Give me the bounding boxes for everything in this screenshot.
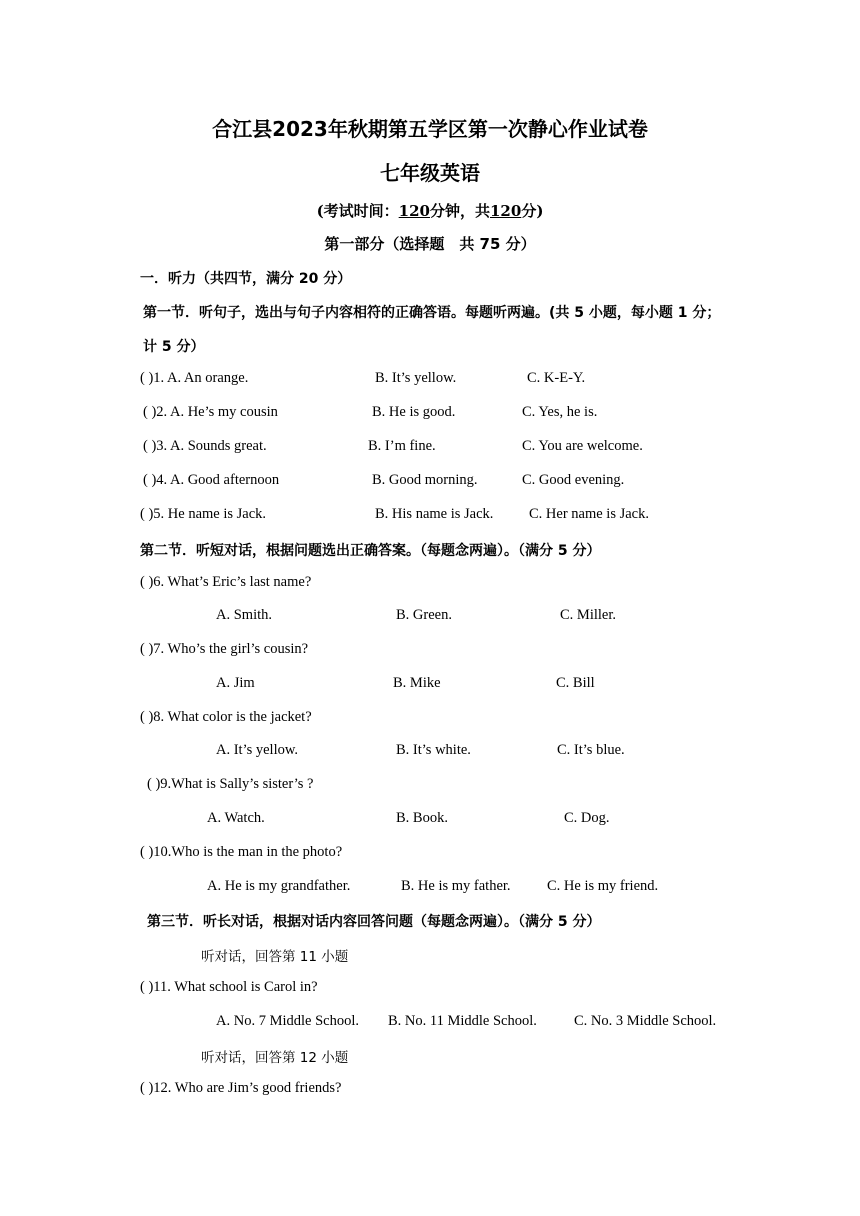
option-c: C. Yes, he is. (522, 404, 598, 420)
time-mid: 分钟，共 (429, 202, 490, 220)
question-stem: ( )4. A. Good afternoon (143, 472, 280, 488)
option-b: B. It’s white. (396, 742, 471, 758)
question-9: ( )9.What is Sally’s sister’s ? (147, 776, 314, 792)
question-6: ( )6. What’s Eric’s last name? (140, 574, 312, 590)
listening-heading: 一．听力（共四节，满分 20 分） (140, 271, 352, 287)
subject-title: 七年级英语 (380, 161, 480, 185)
time-prefix: (考试时间： (316, 202, 399, 220)
option-a: A. It’s yellow. (216, 742, 299, 758)
section1-heading: 第一节．听句子，选出与句子内容相符的正确答语。每题听两遍。(共 5 小题，每小题 1 分； (143, 305, 721, 321)
time-minutes: 120 (398, 202, 430, 220)
question-stem: ( )2. A. He’s my cousin (143, 404, 278, 420)
question-7: ( )7. Who’s the girl’s cousin? (140, 641, 309, 657)
option-c: C. It’s blue. (557, 742, 625, 758)
question-10: ( )10.Who is the man in the photo? (140, 844, 343, 860)
option-b: B. His name is Jack. (375, 506, 494, 522)
option-c: C. Dog. (564, 810, 610, 826)
option-b: B. Mike (393, 675, 441, 691)
question-12: ( )12. Who are Jim’s good friends? (140, 1080, 342, 1096)
option-c: C. Good evening. (522, 472, 625, 488)
option-b: B. Green. (396, 607, 452, 623)
option-b: B. He is my father. (401, 878, 511, 894)
note-question-12: 听对话，回答第 12 小题 (201, 1050, 349, 1066)
part-one-heading: 第一部分（选择题 共 75 分） (324, 235, 536, 253)
exam-time (0, 200, 860, 221)
question-stem: ( )5. He name is Jack. (140, 506, 267, 522)
option-b: B. No. 11 Middle School. (388, 1013, 537, 1029)
section2-heading: 第二节．听短对话，根据问题选出正确答案。（每题念两遍）。（满分 5 分） (140, 543, 601, 559)
time-suffix: 分) (521, 202, 544, 220)
option-c: C. He is my friend. (547, 878, 659, 894)
option-c: C. Bill (556, 675, 595, 691)
option-a: A. He is my grandfather. (207, 878, 351, 894)
question-11: ( )11. What school is Carol in? (140, 979, 318, 995)
section1-heading-cont: 计 5 分） (143, 339, 205, 355)
option-b: B. I’m fine. (368, 438, 436, 454)
option-c: C. Her name is Jack. (529, 506, 649, 522)
question-stem: ( )3. A. Sounds great. (143, 438, 267, 454)
time-score: 120 (490, 202, 522, 220)
exam-title: 合江县2023年秋期第五学区第一次静心作业试卷 (212, 117, 648, 141)
option-c: C. K-E-Y. (527, 370, 586, 386)
question-8: ( )8. What color is the jacket? (140, 709, 312, 725)
note-question-11: 听对话，回答第 11 小题 (201, 949, 349, 965)
option-b: B. Book. (396, 810, 448, 826)
option-b: B. He is good. (372, 404, 456, 420)
question-stem: ( )1. A. An orange. (140, 370, 249, 386)
option-a: A. No. 7 Middle School. (216, 1013, 359, 1029)
option-b: B. It’s yellow. (375, 370, 457, 386)
option-a: A. Smith. (216, 607, 272, 623)
option-c: C. Miller. (560, 607, 616, 623)
section3-heading: 第三节．听长对话，根据对话内容回答问题（每题念两遍）。（满分 5 分） (147, 914, 601, 930)
option-c: C. No. 3 Middle School. (574, 1013, 717, 1029)
option-a: A. Jim (216, 675, 255, 691)
option-a: A. Watch. (207, 810, 265, 826)
option-c: C. You are welcome. (522, 438, 643, 454)
option-b: B. Good morning. (372, 472, 478, 488)
